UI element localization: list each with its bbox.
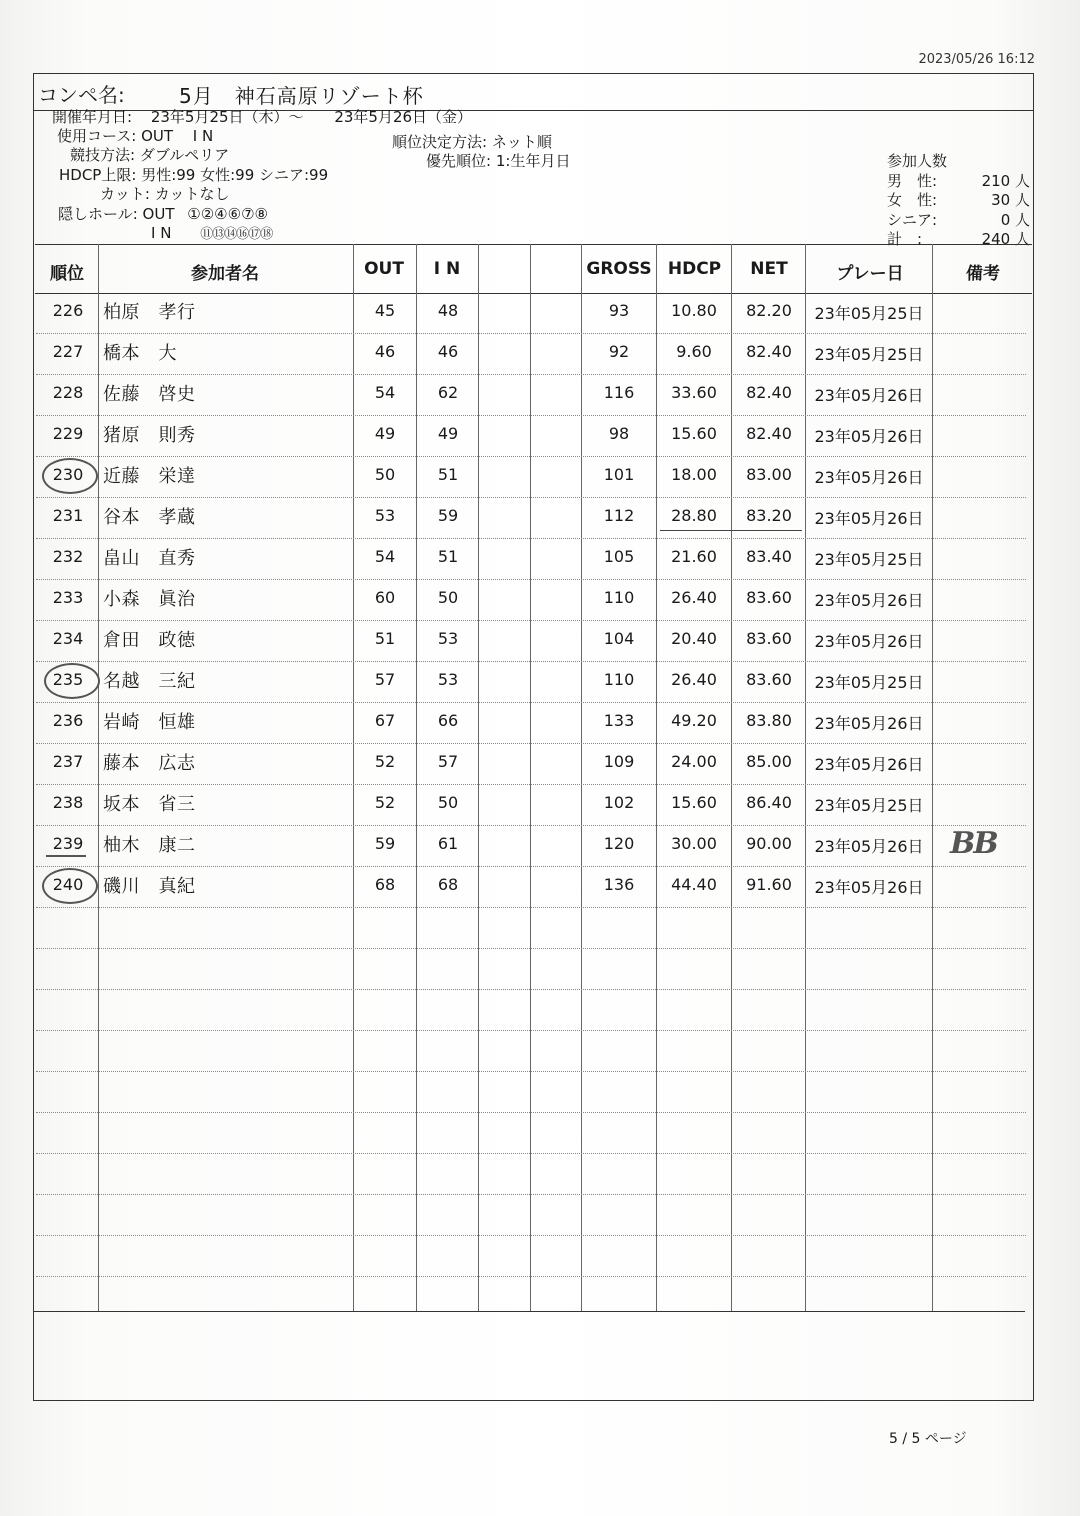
cell-gross: 120 <box>603 834 635 853</box>
column-divider <box>581 244 582 1311</box>
cell-play-date: 23年05月26日 <box>814 386 924 405</box>
cell-rank: 233 <box>52 588 84 607</box>
method-value: ダブルペリア <box>139 146 230 164</box>
cell-out: 46 <box>374 342 396 361</box>
cell-participant-name: 倉田 政徳 <box>103 630 196 651</box>
cell-gross: 116 <box>603 383 635 402</box>
cell-rank: 238 <box>52 793 84 812</box>
cell-gross: 133 <box>603 711 635 730</box>
hidden-out-label: OUT <box>142 205 175 223</box>
row-divider <box>36 1112 1026 1113</box>
row-divider <box>36 1276 1026 1277</box>
cell-play-date: 23年05月26日 <box>814 427 924 446</box>
cell-in: 68 <box>437 875 459 894</box>
cell-participant-name: 岩崎 恒雄 <box>103 712 196 733</box>
competition-label: コンペ名: <box>38 83 125 107</box>
footer-divider <box>34 1311 1025 1312</box>
cell-rank: 232 <box>52 547 84 566</box>
cell-in: 61 <box>437 834 459 853</box>
cell-in: 49 <box>437 424 459 443</box>
hdcp-limit-value: 男性:99 女性:99 シニア:99 <box>141 166 329 184</box>
method-label: 競技方法: <box>70 146 136 164</box>
cell-hdcp: 20.40 <box>671 629 717 648</box>
row-divider <box>36 948 1026 949</box>
row-divider <box>36 1194 1026 1195</box>
cell-in: 51 <box>437 465 459 484</box>
cell-participant-name: 藤本 広志 <box>103 753 196 774</box>
cell-play-date: 23年05月26日 <box>814 714 924 733</box>
row-divider <box>36 907 1026 908</box>
ranking-method-line <box>392 133 552 152</box>
row-divider <box>36 825 1026 826</box>
priority-line <box>426 152 570 171</box>
ranking-method-value: ネット順 <box>491 133 552 151</box>
participants-title: 参加人数 <box>887 152 948 170</box>
cell-out: 54 <box>374 383 396 402</box>
header-rank: 順位 <box>50 264 84 284</box>
header-hdcp: HDCP <box>667 259 722 279</box>
row-divider <box>36 1071 1026 1072</box>
cell-net: 82.40 <box>746 424 792 443</box>
row-divider <box>36 784 1026 785</box>
handwritten-circle <box>42 458 98 494</box>
header-play-date: プレー日 <box>836 264 904 284</box>
cell-play-date: 23年05月25日 <box>814 304 924 323</box>
handwritten-underline <box>660 530 802 531</box>
cell-play-date: 23年05月25日 <box>814 796 924 815</box>
cell-gross: 105 <box>603 547 635 566</box>
cell-hdcp: 30.00 <box>671 834 717 853</box>
cell-net: 91.60 <box>746 875 792 894</box>
cell-gross: 112 <box>603 506 635 525</box>
cell-hdcp: 24.00 <box>671 752 717 771</box>
cell-out: 59 <box>374 834 396 853</box>
cell-hdcp: 49.20 <box>671 711 717 730</box>
method-line <box>70 146 229 165</box>
cell-participant-name: 佐藤 啓史 <box>103 384 196 405</box>
cell-hdcp: 9.60 <box>676 342 712 361</box>
cell-participant-name: 近藤 栄達 <box>103 466 196 487</box>
course-value: OUT I N <box>141 127 214 145</box>
cell-gross: 109 <box>603 752 635 771</box>
cell-net: 82.40 <box>746 342 792 361</box>
cell-in: 57 <box>437 752 459 771</box>
column-divider <box>478 244 479 1311</box>
cell-hdcp: 26.40 <box>671 670 717 689</box>
cell-in: 59 <box>437 506 459 525</box>
cell-participant-name: 名越 三紀 <box>103 671 196 692</box>
hdcp-limit-label: HDCP上限: <box>59 166 137 184</box>
cell-net: 83.20 <box>746 506 792 525</box>
cell-participant-name: 畠山 直秀 <box>103 548 196 569</box>
cell-rank: 237 <box>52 752 84 771</box>
row-divider <box>36 497 1026 498</box>
cell-out: 67 <box>374 711 396 730</box>
cut-value: カットなし <box>154 185 230 203</box>
cell-net: 90.00 <box>746 834 792 853</box>
ranking-method-label: 順位決定方法: <box>392 133 488 151</box>
cell-gross: 93 <box>608 301 630 320</box>
row-divider <box>36 456 1026 457</box>
header-note: 備考 <box>966 264 1000 284</box>
cell-hdcp: 15.60 <box>671 424 717 443</box>
date-start: 23年5月25日（木）～ <box>150 108 304 126</box>
cell-play-date: 23年05月26日 <box>814 878 924 897</box>
cell-rank: 228 <box>52 383 84 402</box>
hidden-holes-out-line <box>58 205 268 224</box>
participant-counts <box>887 152 1030 250</box>
course-label: 使用コース: <box>57 127 137 145</box>
cell-play-date: 23年05月26日 <box>814 509 924 528</box>
cell-in: 62 <box>437 383 459 402</box>
count-row: 計 : 240 人 <box>887 230 1030 248</box>
cell-net: 83.60 <box>746 670 792 689</box>
cell-gross: 92 <box>608 342 630 361</box>
cell-participant-name: 坂本 省三 <box>103 794 196 815</box>
cell-participant-name: 柏原 孝行 <box>103 302 196 323</box>
date-line <box>52 108 472 127</box>
cell-hdcp: 33.60 <box>671 383 717 402</box>
row-divider <box>36 333 1026 334</box>
cell-play-date: 23年05月26日 <box>814 755 924 774</box>
cell-gross: 110 <box>603 588 635 607</box>
row-divider <box>36 743 1026 744</box>
hdcp-limit-line <box>59 166 328 185</box>
column-divider <box>731 244 732 1311</box>
cell-play-date: 23年05月26日 <box>814 591 924 610</box>
cell-rank: 239 <box>52 834 84 853</box>
cell-rank: 227 <box>52 342 84 361</box>
handwritten-circle <box>44 663 100 699</box>
cell-play-date: 23年05月26日 <box>814 632 924 651</box>
cell-rank: 226 <box>52 301 84 320</box>
cell-out: 53 <box>374 506 396 525</box>
cell-in: 53 <box>437 629 459 648</box>
page-number: 5 / 5 ページ <box>889 1431 967 1447</box>
header-name: 参加者名 <box>191 264 259 284</box>
cell-gross: 136 <box>603 875 635 894</box>
cell-rank: 231 <box>52 506 84 525</box>
cell-out: 52 <box>374 752 396 771</box>
cell-net: 83.80 <box>746 711 792 730</box>
header-net: NET <box>750 259 788 279</box>
cell-gross: 98 <box>608 424 630 443</box>
hidden-in-label: I N <box>151 224 172 242</box>
date-end: 23年5月26日（金） <box>334 108 473 126</box>
cell-participant-name: 小森 眞治 <box>103 589 196 610</box>
cell-hdcp: 28.80 <box>671 506 717 525</box>
cell-rank: 235 <box>52 670 84 689</box>
cell-participant-name: 柚木 康二 <box>103 835 196 856</box>
cell-in: 48 <box>437 301 459 320</box>
hidden-holes-label: 隠しホール: <box>58 205 138 223</box>
handwritten-note: BB <box>950 826 997 861</box>
cut-label: カット: <box>100 185 150 203</box>
cell-out: 49 <box>374 424 396 443</box>
cell-in: 46 <box>437 342 459 361</box>
cell-net: 85.00 <box>746 752 792 771</box>
cell-out: 57 <box>374 670 396 689</box>
hidden-out-holes: ①②④⑥⑦⑧ <box>187 205 268 223</box>
course-line <box>57 127 213 146</box>
row-divider <box>36 579 1026 580</box>
cell-gross: 110 <box>603 670 635 689</box>
cell-out: 60 <box>374 588 396 607</box>
cell-net: 83.60 <box>746 588 792 607</box>
cell-play-date: 23年05月25日 <box>814 345 924 364</box>
cell-hdcp: 15.60 <box>671 793 717 812</box>
cell-out: 52 <box>374 793 396 812</box>
row-divider <box>36 661 1026 662</box>
header-out: OUT <box>364 259 404 279</box>
cut-line <box>100 185 230 204</box>
row-divider <box>36 702 1026 703</box>
column-divider <box>656 244 657 1311</box>
column-divider <box>353 244 354 1311</box>
cell-rank: 236 <box>52 711 84 730</box>
cell-net: 82.40 <box>746 383 792 402</box>
row-divider <box>36 1153 1026 1154</box>
date-label: 開催年月日: <box>52 108 133 126</box>
results-table-header <box>35 244 1032 294</box>
cell-participant-name: 橋本 大 <box>103 343 177 364</box>
hidden-in-holes: ⑪⑬⑭⑯⑰⑱ <box>200 227 273 242</box>
cell-play-date: 23年05月25日 <box>814 673 924 692</box>
cell-in: 50 <box>437 588 459 607</box>
cell-hdcp: 10.80 <box>671 301 717 320</box>
row-divider <box>36 989 1026 990</box>
handwritten-underline <box>46 855 86 857</box>
cell-rank: 229 <box>52 424 84 443</box>
row-divider <box>36 866 1026 867</box>
row-divider <box>36 1235 1026 1236</box>
cell-play-date: 23年05月26日 <box>814 837 924 856</box>
cell-participant-name: 谷本 孝蔵 <box>103 507 196 528</box>
row-divider <box>36 415 1026 416</box>
row-divider <box>36 538 1026 539</box>
competition-name: 5月 神石高原リゾート杯 <box>179 84 424 108</box>
cell-play-date: 23年05月26日 <box>814 468 924 487</box>
count-row: 女 性: 30 人 <box>887 191 1030 209</box>
priority-value: 1:生年月日 <box>495 152 571 170</box>
handwritten-circle <box>42 868 98 904</box>
cell-rank: 234 <box>52 629 84 648</box>
cell-hdcp: 18.00 <box>671 465 717 484</box>
cell-out: 54 <box>374 547 396 566</box>
cell-in: 51 <box>437 547 459 566</box>
cell-rank: 230 <box>52 465 84 484</box>
column-divider <box>530 244 531 1311</box>
cell-participant-name: 猪原 則秀 <box>103 425 196 446</box>
cell-gross: 102 <box>603 793 635 812</box>
cell-in: 50 <box>437 793 459 812</box>
header-gross: GROSS <box>586 259 652 279</box>
cell-in: 66 <box>437 711 459 730</box>
row-divider <box>36 620 1026 621</box>
cell-out: 50 <box>374 465 396 484</box>
column-divider <box>98 244 99 1311</box>
row-divider <box>36 374 1026 375</box>
cell-participant-name: 磯川 真紀 <box>103 876 196 897</box>
priority-label: 優先順位: <box>426 152 492 170</box>
hidden-holes-in-line <box>151 224 272 244</box>
cell-out: 68 <box>374 875 396 894</box>
cell-rank: 240 <box>52 875 84 894</box>
cell-net: 82.20 <box>746 301 792 320</box>
cell-out: 51 <box>374 629 396 648</box>
cell-hdcp: 44.40 <box>671 875 717 894</box>
header-in: I N <box>433 259 461 279</box>
count-row: 男 性: 210 人 <box>887 171 1030 190</box>
column-divider <box>932 244 933 1311</box>
cell-net: 83.40 <box>746 547 792 566</box>
column-divider <box>416 244 417 1311</box>
print-timestamp: 2023/05/26 16:12 <box>918 52 1035 67</box>
cell-play-date: 23年05月25日 <box>814 550 924 569</box>
row-divider <box>36 1030 1026 1031</box>
cell-out: 45 <box>374 301 396 320</box>
cell-gross: 104 <box>603 629 635 648</box>
cell-net: 86.40 <box>746 793 792 812</box>
cell-in: 53 <box>437 670 459 689</box>
cell-hdcp: 26.40 <box>671 588 717 607</box>
count-row: シニア: 0 人 <box>887 210 1030 229</box>
cell-hdcp: 21.60 <box>671 547 717 566</box>
cell-net: 83.60 <box>746 629 792 648</box>
cell-net: 83.00 <box>746 465 792 484</box>
cell-gross: 101 <box>603 465 635 484</box>
